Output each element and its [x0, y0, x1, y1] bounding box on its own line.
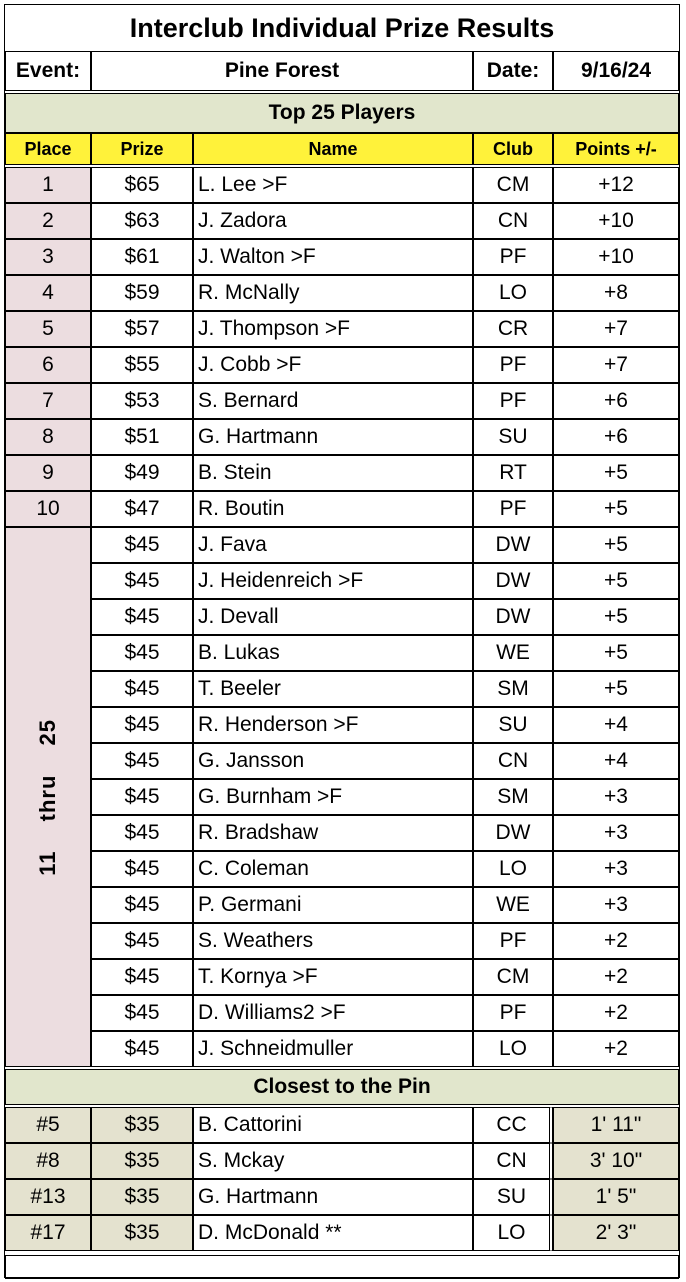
- club-cell: CC: [473, 1107, 553, 1143]
- points-cell: +6: [553, 383, 679, 419]
- points-cell: +3: [553, 779, 679, 815]
- points-cell: +6: [553, 419, 679, 455]
- player-name: J. Fava: [193, 527, 473, 563]
- player-name: R. McNally: [193, 275, 473, 311]
- event-label: Event:: [5, 51, 91, 91]
- club-cell: SU: [473, 1179, 553, 1215]
- player-name: J. Cobb >F: [193, 347, 473, 383]
- results-sheet: [4, 4, 680, 1278]
- footer-row: [5, 1255, 679, 1279]
- place-cell: 8: [5, 419, 91, 455]
- points-cell: +10: [553, 203, 679, 239]
- points-cell: +5: [553, 455, 679, 491]
- place-cell: 6: [5, 347, 91, 383]
- prize-cell: $57: [91, 311, 193, 347]
- player-name: J. Thompson >F: [193, 311, 473, 347]
- player-name: S. Mckay: [193, 1143, 473, 1179]
- prize-cell: $35: [91, 1107, 193, 1143]
- prize-cell: $45: [91, 707, 193, 743]
- place-cell: 2: [5, 203, 91, 239]
- place-cell: 5: [5, 311, 91, 347]
- player-name: P. Germani: [193, 887, 473, 923]
- prize-cell: $55: [91, 347, 193, 383]
- points-cell: +3: [553, 887, 679, 923]
- club-cell: PF: [473, 239, 553, 275]
- hole-cell: #13: [5, 1179, 91, 1215]
- club-cell: PF: [473, 383, 553, 419]
- club-cell: DW: [473, 563, 553, 599]
- player-name: G. Burnham >F: [193, 779, 473, 815]
- club-cell: CN: [473, 743, 553, 779]
- prize-cell: $45: [91, 671, 193, 707]
- date-label: Date:: [473, 51, 553, 91]
- player-name: L. Lee >F: [193, 167, 473, 203]
- points-cell: +8: [553, 275, 679, 311]
- prize-cell: $45: [91, 563, 193, 599]
- points-cell: +7: [553, 347, 679, 383]
- player-name: G. Jansson: [193, 743, 473, 779]
- distance-cell: 3' 10": [553, 1143, 679, 1179]
- points-cell: +12: [553, 167, 679, 203]
- player-name: C. Coleman: [193, 851, 473, 887]
- header-club: Club: [473, 133, 553, 165]
- player-name: R. Bradshaw: [193, 815, 473, 851]
- place-cell: 3: [5, 239, 91, 275]
- place-cell: 7: [5, 383, 91, 419]
- club-cell: DW: [473, 815, 553, 851]
- points-cell: +4: [553, 743, 679, 779]
- club-cell: DW: [473, 599, 553, 635]
- points-cell: +3: [553, 815, 679, 851]
- club-cell: RT: [473, 455, 553, 491]
- prize-cell: $45: [91, 1031, 193, 1067]
- date-value: 9/16/24: [553, 51, 679, 91]
- player-name: J. Walton >F: [193, 239, 473, 275]
- player-name: B. Lukas: [193, 635, 473, 671]
- pin-section-title: Closest to the Pin: [5, 1069, 679, 1105]
- prize-cell: $45: [91, 743, 193, 779]
- header-name: Name: [193, 133, 473, 165]
- club-cell: CM: [473, 959, 553, 995]
- points-cell: +5: [553, 635, 679, 671]
- player-name: T. Kornya >F: [193, 959, 473, 995]
- club-cell: LO: [473, 851, 553, 887]
- prize-cell: $45: [91, 995, 193, 1031]
- place-range-label: 11 thru 25: [35, 718, 60, 876]
- club-cell: CM: [473, 167, 553, 203]
- distance-cell: 1' 5": [553, 1179, 679, 1215]
- prize-cell: $35: [91, 1143, 193, 1179]
- points-cell: +5: [553, 563, 679, 599]
- player-name: J. Heidenreich >F: [193, 563, 473, 599]
- points-cell: +2: [553, 923, 679, 959]
- club-cell: LO: [473, 1215, 553, 1251]
- place-cell: 4: [5, 275, 91, 311]
- player-name: G. Hartmann: [193, 419, 473, 455]
- club-cell: SU: [473, 707, 553, 743]
- prize-cell: $45: [91, 923, 193, 959]
- prize-cell: $61: [91, 239, 193, 275]
- place-range-cell: [5, 527, 91, 1067]
- points-cell: +2: [553, 959, 679, 995]
- event-name: Pine Forest: [91, 51, 473, 91]
- club-cell: CR: [473, 311, 553, 347]
- club-cell: WE: [473, 887, 553, 923]
- prize-cell: $45: [91, 887, 193, 923]
- club-cell: DW: [473, 527, 553, 563]
- header-prize: Prize: [91, 133, 193, 165]
- player-name: J. Zadora: [193, 203, 473, 239]
- player-name: D. McDonald **: [193, 1215, 473, 1251]
- hole-cell: #8: [5, 1143, 91, 1179]
- club-cell: WE: [473, 635, 553, 671]
- prize-cell: $59: [91, 275, 193, 311]
- club-cell: CN: [473, 1143, 553, 1179]
- club-cell: LO: [473, 1031, 553, 1067]
- distance-cell: 1' 11": [553, 1107, 679, 1143]
- page-title: Interclub Individual Prize Results: [129, 12, 555, 43]
- player-name: R. Henderson >F: [193, 707, 473, 743]
- player-name: T. Beeler: [193, 671, 473, 707]
- prize-cell: $45: [91, 959, 193, 995]
- player-name: S. Weathers: [193, 923, 473, 959]
- player-name: J. Schneidmuller: [193, 1031, 473, 1067]
- prize-cell: $47: [91, 491, 193, 527]
- prize-cell: $51: [91, 419, 193, 455]
- club-cell: SM: [473, 779, 553, 815]
- points-cell: +2: [553, 995, 679, 1031]
- prize-cell: $35: [91, 1215, 193, 1251]
- player-name: S. Bernard: [193, 383, 473, 419]
- player-name: J. Devall: [193, 599, 473, 635]
- player-name: G. Hartmann: [193, 1179, 473, 1215]
- prize-cell: $45: [91, 527, 193, 563]
- prize-cell: $35: [91, 1179, 193, 1215]
- club-cell: PF: [473, 995, 553, 1031]
- prize-cell: $45: [91, 779, 193, 815]
- place-cell: 10: [5, 491, 91, 527]
- place-cell: 1: [5, 167, 91, 203]
- prize-cell: $53: [91, 383, 193, 419]
- points-cell: +10: [553, 239, 679, 275]
- player-name: R. Boutin: [193, 491, 473, 527]
- header-place: Place: [5, 133, 91, 165]
- points-cell: +5: [553, 527, 679, 563]
- points-cell: +4: [553, 707, 679, 743]
- distance-cell: 2' 3": [553, 1215, 679, 1251]
- top-section-title: Top 25 Players: [5, 93, 679, 133]
- points-cell: +5: [553, 599, 679, 635]
- hole-cell: #5: [5, 1107, 91, 1143]
- hole-cell: #17: [5, 1215, 91, 1251]
- player-name: D. Williams2 >F: [193, 995, 473, 1031]
- club-cell: PF: [473, 491, 553, 527]
- points-cell: +3: [553, 851, 679, 887]
- place-cell: 9: [5, 455, 91, 491]
- points-cell: +7: [553, 311, 679, 347]
- club-cell: SU: [473, 419, 553, 455]
- prize-cell: $45: [91, 851, 193, 887]
- points-cell: +5: [553, 491, 679, 527]
- player-name: B. Stein: [193, 455, 473, 491]
- club-cell: LO: [473, 275, 553, 311]
- points-cell: +2: [553, 1031, 679, 1067]
- club-cell: CN: [473, 203, 553, 239]
- club-cell: PF: [473, 347, 553, 383]
- prize-cell: $45: [91, 635, 193, 671]
- prize-cell: $63: [91, 203, 193, 239]
- player-name: B. Cattorini: [193, 1107, 473, 1143]
- prize-cell: $49: [91, 455, 193, 491]
- prize-cell: $45: [91, 815, 193, 851]
- club-cell: SM: [473, 671, 553, 707]
- prize-cell: $65: [91, 167, 193, 203]
- points-cell: +5: [553, 671, 679, 707]
- club-cell: PF: [473, 923, 553, 959]
- prize-cell: $45: [91, 599, 193, 635]
- header-points: Points +/-: [553, 133, 679, 165]
